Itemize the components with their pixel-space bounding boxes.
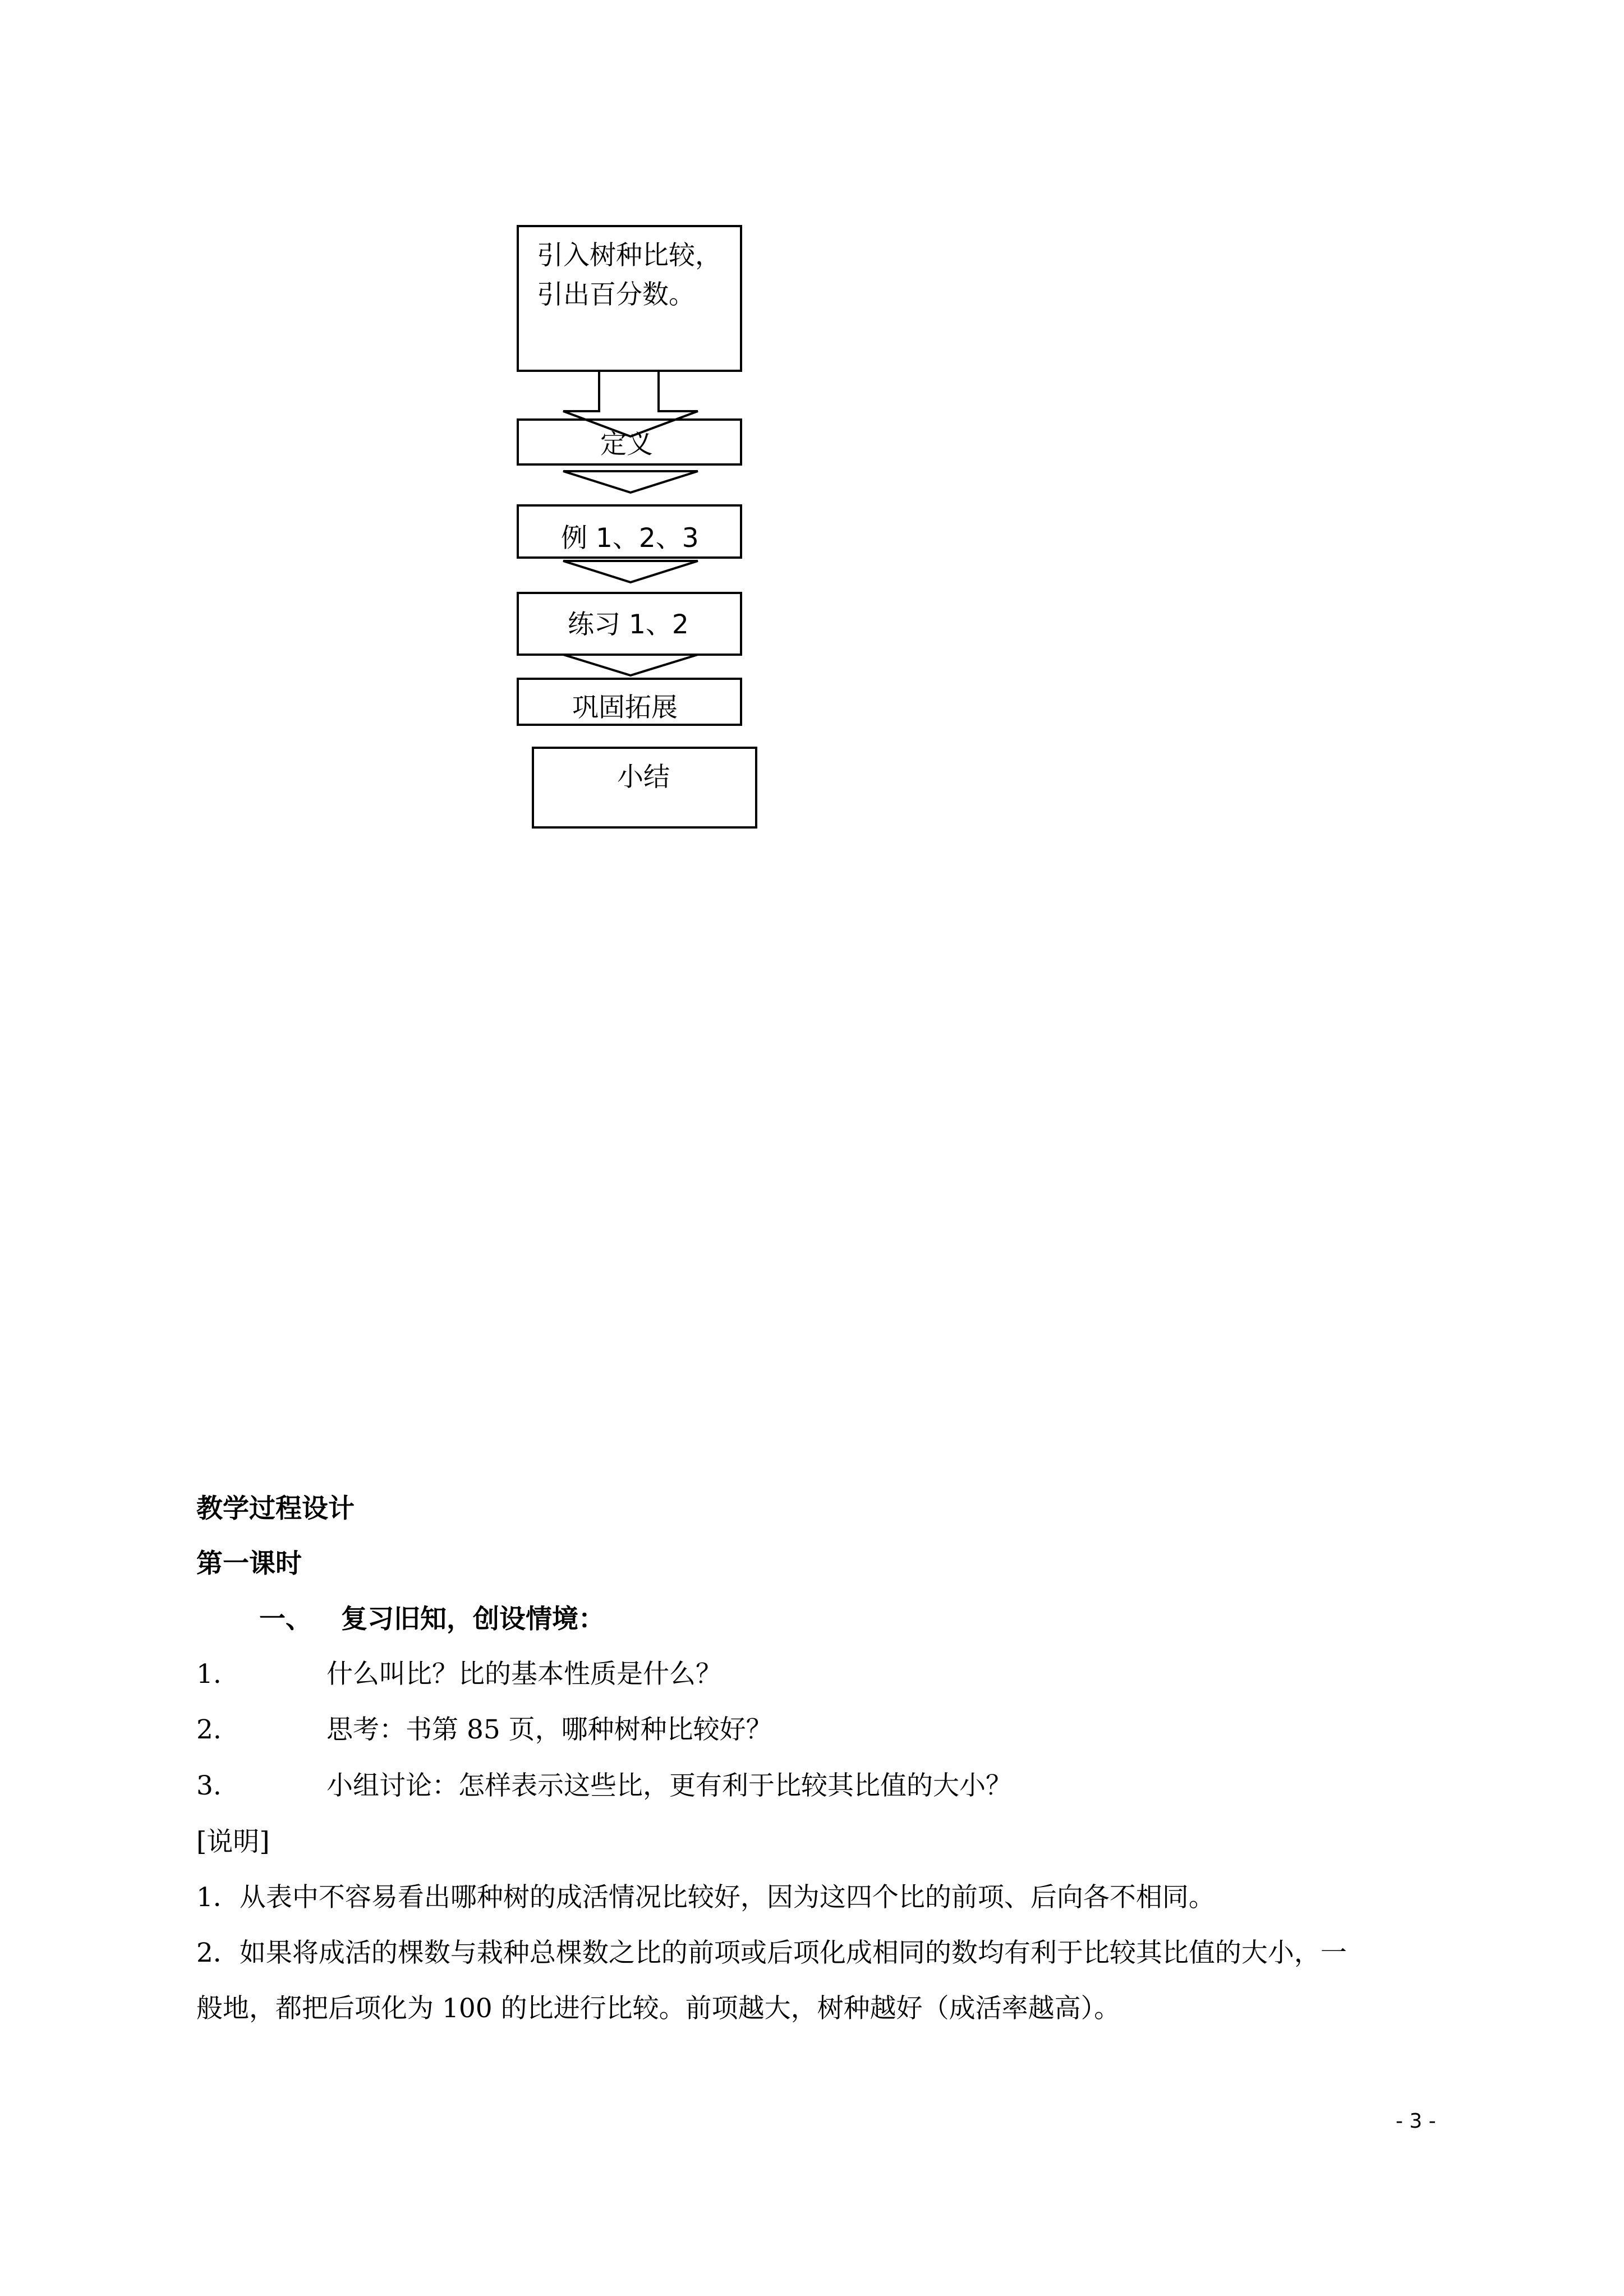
flowchart-arrow [563, 655, 698, 675]
note-paragraph-2-line2: 般地，都把后项化为 100 的比进行比较。前项越大，树种越好（成活率越高）。 [196, 1993, 1121, 2024]
lesson-title: 第一课时 [196, 1548, 302, 1579]
flowchart-arrow [563, 471, 698, 493]
list-item-number: 3. [196, 1770, 222, 1801]
flowchart-label-intro-line2: 引出百分数。 [537, 279, 695, 310]
heading-text: 复习旧知，创设情境： [341, 1604, 605, 1635]
flowchart-label-examples: 例 1、2、3 [561, 523, 699, 554]
note-paragraph-1: 1．从表中不容易看出哪种树的成活情况比较好，因为这四个比的前项、后向各不相同。 [196, 1882, 1215, 1913]
flowchart-label-practice: 练习 1、2 [568, 609, 689, 640]
flowchart-label-definition: 定义 [600, 429, 653, 460]
flowchart-label-summary: 小结 [617, 762, 670, 793]
note-label: [说明] [196, 1826, 270, 1857]
heading-number: 一、 [259, 1604, 312, 1635]
list-item-text: 什么叫比？比的基本性质是什么？ [326, 1659, 722, 1690]
flowchart-label-intro-line1: 引入树种比较， [537, 240, 721, 271]
page-number: - 3 - [1396, 2110, 1436, 2133]
list-item-number: 2. [196, 1714, 222, 1745]
flowchart-arrow [563, 561, 698, 582]
section-title: 教学过程设计 [196, 1493, 355, 1524]
flowchart-label-consolidation: 巩固拓展 [572, 692, 678, 723]
list-item-text: 思考：书第 85 页，哪种树种比较好？ [326, 1714, 772, 1745]
list-item-text: 小组讨论：怎样表示这些比，更有利于比较其比值的大小？ [326, 1770, 1012, 1801]
list-item-number: 1. [196, 1659, 222, 1690]
note-paragraph-2-line1: 2．如果将成活的棵数与栽种总棵数之比的前项或后项化成相同的数均有利于比较其比值的大小，一 [196, 1938, 1347, 1968]
